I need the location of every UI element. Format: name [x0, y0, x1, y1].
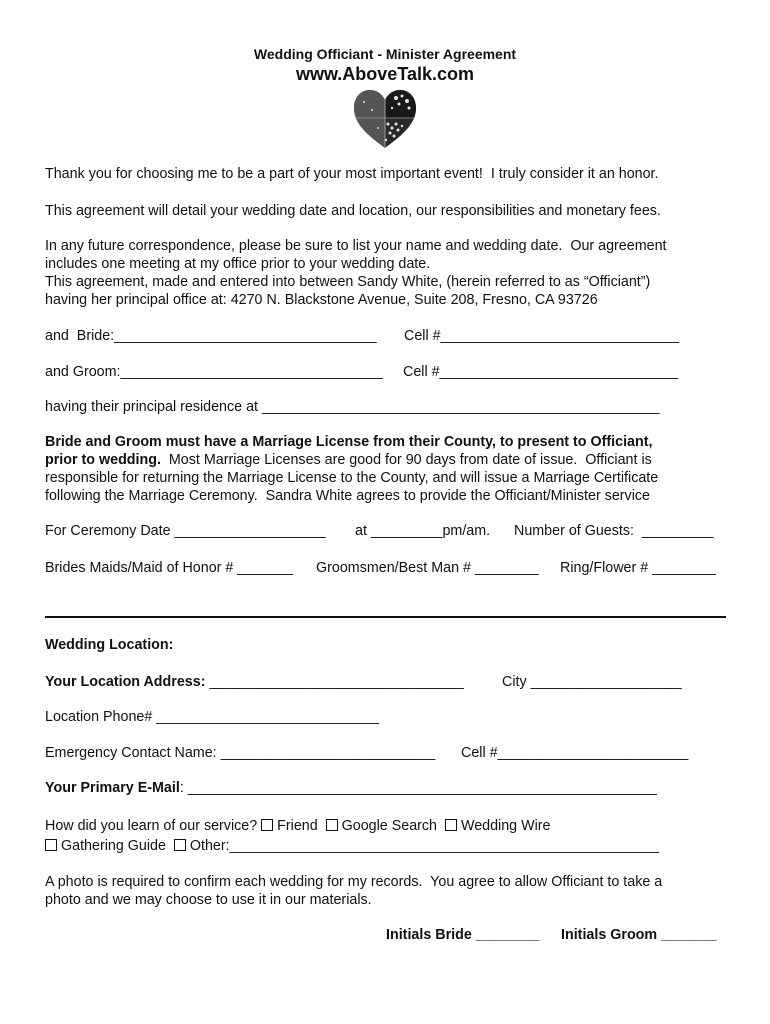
- bride-name-field[interactable]: and Bride:_________________________________: [45, 328, 377, 344]
- checkbox-icon[interactable]: [445, 819, 457, 831]
- option-friend[interactable]: Friend: [261, 818, 318, 834]
- section-divider: [45, 616, 726, 618]
- option-wedding-wire[interactable]: Wedding Wire: [445, 818, 551, 834]
- email-label: Your Primary E-Mail: [45, 780, 180, 796]
- checkbox-icon[interactable]: [174, 839, 186, 851]
- email-field[interactable]: [45, 780, 657, 796]
- thanks-paragraph: Thank you for choosing me to be a part of your most important event! I truly consider it an honor.: [45, 166, 659, 182]
- groom-cell-field[interactable]: Cell #______________________________: [403, 364, 679, 380]
- checkbox-icon[interactable]: [326, 819, 338, 831]
- email-blank: : ___________________________________________________________: [179, 780, 657, 796]
- guests-field[interactable]: Number of Guests: _________: [514, 523, 714, 539]
- referral-line-2: [45, 838, 659, 854]
- referral-question: How did you learn of our service?: [45, 818, 262, 834]
- bride-cell-field[interactable]: Cell #______________________________: [404, 328, 680, 344]
- emergency-contact-field[interactable]: Emergency Contact Name: ___________________________: [45, 745, 436, 761]
- emergency-cell-field[interactable]: Cell #________________________: [461, 745, 689, 761]
- heart-logo-icon: [352, 88, 418, 150]
- groomsmen-field[interactable]: Groomsmen/Best Man # ________: [316, 560, 539, 576]
- option-gathering-guide[interactable]: Gathering Guide: [45, 838, 166, 854]
- maids-field[interactable]: Brides Maids/Maid of Honor # _______: [45, 560, 293, 576]
- detail-paragraph: This agreement will detail your wedding date and location, our responsibilities and monetary fees.: [45, 203, 661, 219]
- ceremony-time-field[interactable]: at _________pm/am.: [355, 523, 491, 539]
- location-address-label: Your Location Address:: [45, 674, 206, 690]
- other-blank[interactable]: ______________________________________________________: [229, 838, 659, 854]
- license-line-2: [45, 452, 652, 468]
- license-text: Most Marriage Licenses are good for 90 days from date of issue. Officiant is: [160, 452, 652, 468]
- photo-line-1: A photo is required to confirm each wedding for my records. You agree to allow Officiant to take a: [45, 874, 663, 890]
- city-field[interactable]: City ___________________: [502, 674, 682, 690]
- referral-line-1: [45, 818, 551, 834]
- correspondence-line-1: In any future correspondence, please be sure to list your name and wedding date. Our agreement: [45, 238, 667, 254]
- agreement-line-2: having her principal office at: 4270 N. Blackstone Avenue, Suite 208, Fresno, CA 93726: [45, 292, 598, 308]
- license-bold-text: prior to wedding.: [45, 452, 161, 468]
- ceremony-date-field[interactable]: For Ceremony Date ___________________: [45, 523, 326, 539]
- option-other[interactable]: Other:: [174, 838, 230, 854]
- license-line-3: responsible for returning the Marriage License to the County, and will issue a Marriage Certificate: [45, 470, 659, 486]
- agreement-line-1: This agreement, made and entered into between Sandy White, (herein referred to as “Officiant”): [45, 274, 651, 290]
- photo-line-2: photo and we may choose to use it in our materials.: [45, 892, 372, 908]
- wedding-location-heading: Wedding Location:: [45, 637, 174, 653]
- document-title: Wedding Officiant - Minister Agreement: [253, 46, 517, 62]
- license-line-4: following the Marriage Ceremony. Sandra White agrees to provide the Officiant/Minister service: [45, 488, 650, 504]
- website-url: www.AboveTalk.com: [295, 64, 475, 84]
- correspondence-line-2: includes one meeting at my office prior to your wedding date.: [45, 256, 431, 272]
- initials-groom-field[interactable]: Initials Groom _______: [561, 927, 717, 943]
- checkbox-icon[interactable]: [261, 819, 273, 831]
- groom-name-field[interactable]: and Groom:_________________________________: [45, 364, 383, 380]
- option-google-search[interactable]: Google Search: [326, 818, 437, 834]
- location-address-blank: ________________________________: [205, 674, 464, 690]
- ring-flower-field[interactable]: Ring/Flower # ________: [560, 560, 716, 576]
- location-address-field[interactable]: [45, 674, 464, 690]
- license-line-1: Bride and Groom must have a Marriage License from their County, to present to Officiant,: [45, 434, 653, 450]
- initials-bride-field[interactable]: Initials Bride ________: [386, 927, 540, 943]
- location-phone-field[interactable]: Location Phone# ____________________________: [45, 709, 379, 725]
- residence-field[interactable]: having their principal residence at __________________________________________________: [45, 399, 660, 415]
- checkbox-icon[interactable]: [45, 839, 57, 851]
